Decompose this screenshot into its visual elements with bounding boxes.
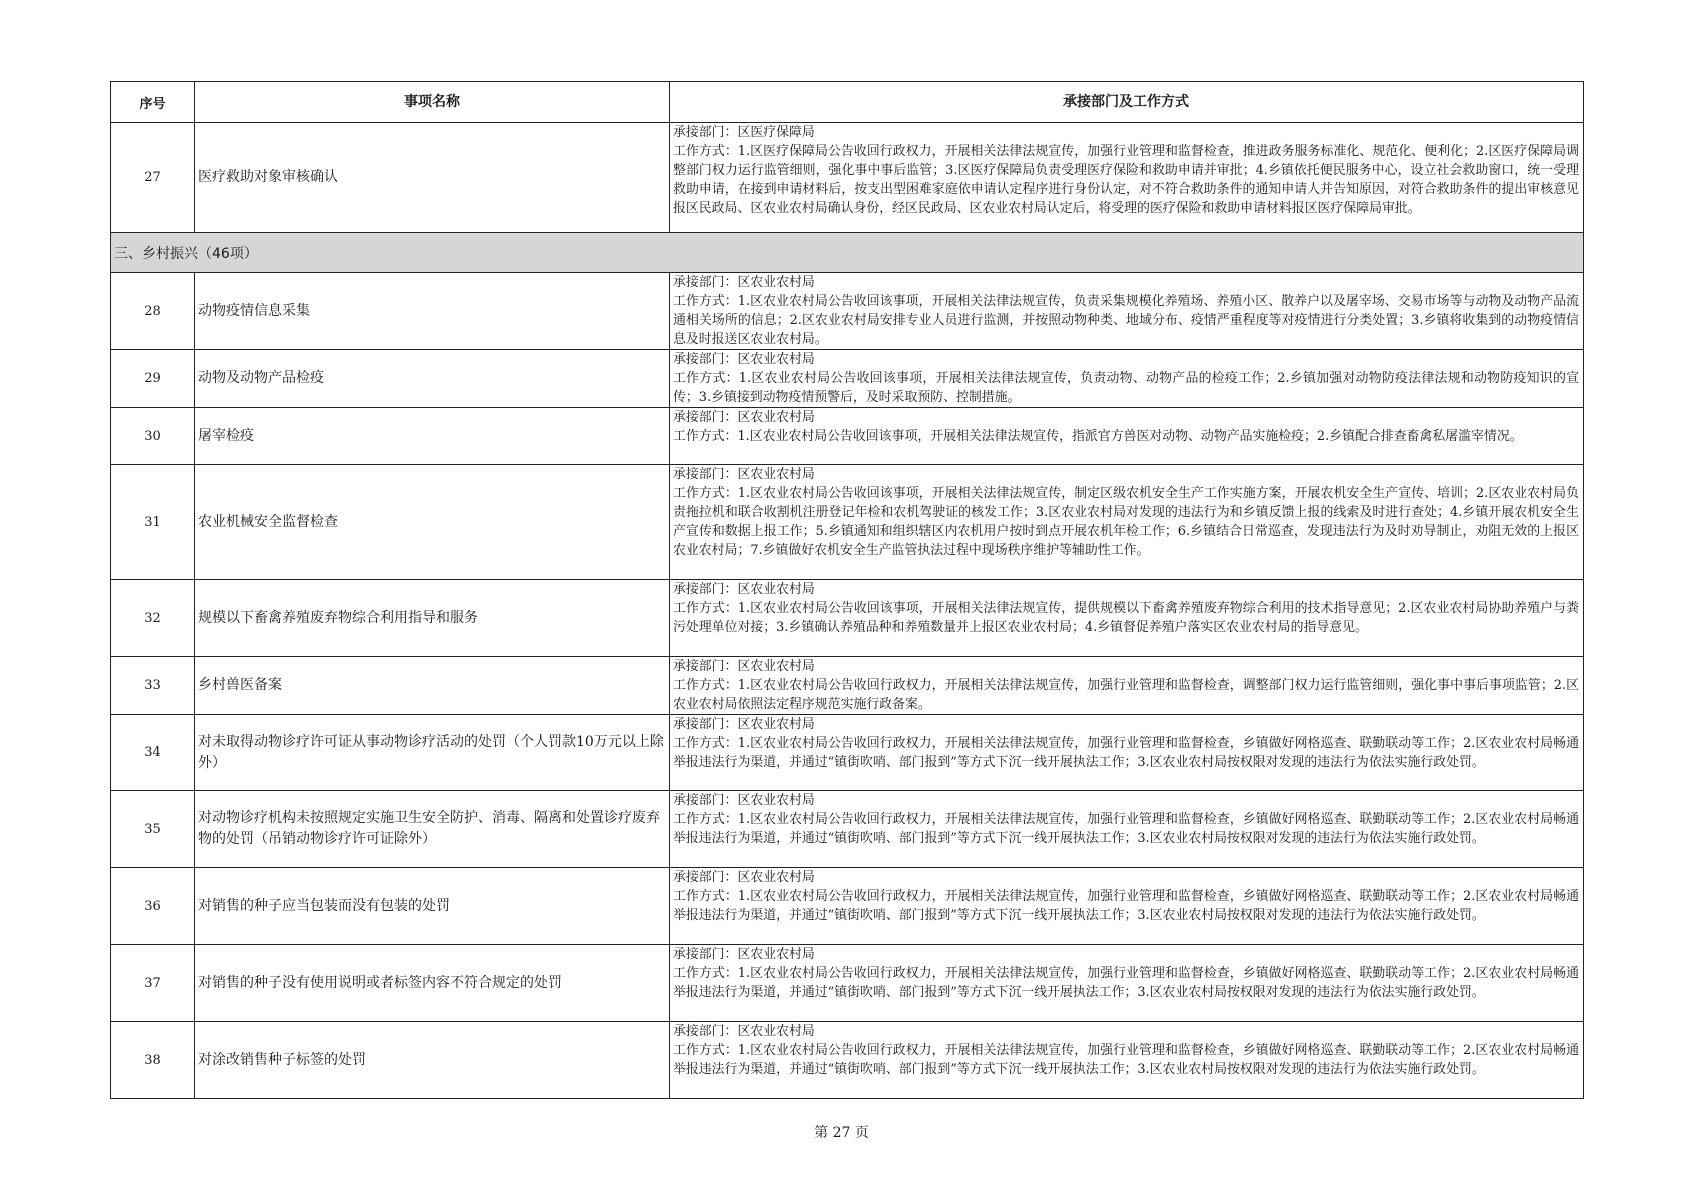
row-dept-method (670, 123, 1584, 233)
row-item-name: 对未取得动物诊疗许可证从事动物诊疗活动的处罚（个人罚款10万元以上除外） (195, 715, 670, 791)
table-row (111, 123, 1584, 233)
section-row (111, 233, 1584, 273)
row-item-name: 动物及动物产品检疫 (195, 350, 670, 408)
row-dept-method (670, 580, 1584, 657)
row-item-name: 对动物诊疗机构未按照规定实施卫生安全防护、消毒、隔离和处置诊疗废弃物的处罚（吊销动物诊疗许可证除外） (195, 791, 670, 868)
row-dept: 承接部门：区农业农村局 (673, 467, 815, 482)
row-number: 33 (111, 657, 195, 715)
row-method: 工作方式：1.区农业农村局公告收回行政权力，开展相关法律法规宣传，加强行业管理和监督检查，乡镇做好网格巡查、联勤联动等工作；2.区农业农村局畅通举报违法行为渠道，并通过“镇街吹哨、部门报到”等方式下沉一线开展执法工作；3.区农业农村局按权限对发现的违法行为依法实施行政处罚。 (673, 1043, 1579, 1077)
row-method: 工作方式：1.区农业农村局公告收回该事项，开展相关法律法规宣传，负责动物、动物产品的检疫工作；2.乡镇加强对动物防疫法律法规和动物防疫知识的宣传；3.乡镇接到动物疫情预警后，及时采取预防、控制措施。 (673, 371, 1579, 405)
table-row (111, 945, 1584, 1022)
table-row (111, 273, 1584, 350)
row-item-name: 对销售的种子没有使用说明或者标签内容不符合规定的处罚 (195, 945, 670, 1022)
row-item-name: 对涂改销售种子标签的处罚 (195, 1022, 670, 1099)
table-header-row (111, 82, 1584, 123)
row-method: 工作方式：1.区农业农村局公告收回该事项，开展相关法律法规宣传，提供规模以下畜禽养殖废弃物综合利用的技术指导意见；2.区农业农村局协助养殖户与粪污处理单位对接；3.乡镇确认养殖品种和养殖数量并上报区农业农村局；4.乡镇督促养殖户落实区农业农村局的指导意见。 (673, 601, 1579, 635)
row-dept: 承接部门：区农业农村局 (673, 352, 815, 367)
row-dept: 承接部门：区农业农村局 (673, 659, 815, 674)
row-dept-method (670, 465, 1584, 580)
table-row (111, 580, 1584, 657)
row-dept-method (670, 715, 1584, 791)
row-item-name: 屠宰检疫 (195, 408, 670, 465)
row-method: 工作方式：1.区农业农村局公告收回该事项，开展相关法律法规宣传，制定区级农机安全生产工作实施方案，开展农机安全生产宣传、培训；2.区农业农村局负责拖拉机和联合收割机注册登记年检和农机驾驶证的核发工作；3.区农业农村局对发现的违法行为和乡镇反馈上报的线索及时进行查处；4.乡镇开展农机安全生产宣传和数据上报工作；5.乡镇通知和组织辖区内农机用户按时到点开展农机年检工作；6.乡镇结合日常巡查，发现违法行为及时劝导制止，劝阻无效的上报区农业农村局；7.乡镇做好农机安全生产监管执法过程中现场秩序维护等辅助性工作。 (673, 486, 1579, 558)
row-method: 工作方式：1.区农业农村局公告收回行政权力，开展相关法律法规宣传，加强行业管理和监督检查，乡镇做好网格巡查、联勤联动等工作；2.区农业农村局畅通举报违法行为渠道，并通过“镇街吹哨、部门报到”等方式下沉一线开展执法工作；3.区农业农村局按权限对发现的违法行为依法实施行政处罚。 (673, 966, 1579, 1000)
row-dept: 承接部门：区农业农村局 (673, 275, 815, 290)
page-number: 第 27 页 (814, 1125, 869, 1141)
row-dept-method (670, 791, 1584, 868)
row-dept-method (670, 945, 1584, 1022)
row-number: 37 (111, 945, 195, 1022)
row-method: 工作方式：1.区农业农村局公告收回该事项，开展相关法律法规宣传，负责采集规模化养殖场、养殖小区、散养户以及屠宰场、交易市场等与动物及动物产品流通相关场所的信息；2.区农业农村局安排专业人员进行监测，并按照动物种类、地域分布、疫情严重程度等对疫情进行分类处置；3.乡镇将收集到的动物疫情信息及时报送区农业农村局。 (673, 294, 1579, 347)
row-dept-method (670, 350, 1584, 408)
row-item-name: 规模以下畜禽养殖废弃物综合利用指导和服务 (195, 580, 670, 657)
table-row (111, 715, 1584, 791)
row-method: 工作方式：1.区农业农村局公告收回该事项，开展相关法律法规宣传，指派官方兽医对动物、动物产品实施检疫；2.乡镇配合排查畜禽私屠滥宰情况。 (673, 429, 1523, 444)
section-title: 三、乡村振兴（46项） (111, 233, 1584, 273)
row-method: 工作方式：1.区农业农村局公告收回行政权力，开展相关法律法规宣传，加强行业管理和监督检查，乡镇做好网格巡查、联勤联动等工作；2.区农业农村局畅通举报违法行为渠道，并通过“镇街吹哨、部门报到”等方式下沉一线开展执法工作；3.区农业农村局按权限对发现的违法行为依法实施行政处罚。 (673, 889, 1579, 923)
table-row (111, 350, 1584, 408)
row-number: 36 (111, 868, 195, 945)
row-dept: 承接部门：区农业农村局 (673, 947, 815, 962)
table-row (111, 868, 1584, 945)
row-method: 工作方式：1.区农业农村局公告收回行政权力，开展相关法律法规宣传，加强行业管理和监督检查，乡镇做好网格巡查、联勤联动等工作；2.区农业农村局畅通举报违法行为渠道，并通过“镇街吹哨、部门报到”等方式下沉一线开展执法工作；3.区农业农村局按权限对发现的违法行为依法实施行政处罚。 (673, 812, 1579, 846)
table-row (111, 465, 1584, 580)
table-row (111, 1022, 1584, 1099)
row-item-name: 乡村兽医备案 (195, 657, 670, 715)
row-item-name: 对销售的种子应当包装而没有包装的处罚 (195, 868, 670, 945)
row-dept-method (670, 408, 1584, 465)
table-row (111, 657, 1584, 715)
header-no: 序号 (111, 82, 195, 123)
row-number: 35 (111, 791, 195, 868)
row-number: 27 (111, 123, 195, 233)
row-number: 32 (111, 580, 195, 657)
matters-table (110, 81, 1584, 1099)
row-dept: 承接部门：区农业农村局 (673, 582, 815, 597)
row-method: 工作方式：1.区农业农村局公告收回行政权力，开展相关法律法规宣传，加强行业管理和监督检查，乡镇做好网格巡查、联勤联动等工作；2.区农业农村局畅通举报违法行为渠道，并通过“镇街吹哨、部门报到”等方式下沉一线开展执法工作；3.区农业农村局按权限对发现的违法行为依法实施行政处罚。 (673, 736, 1579, 770)
row-dept: 承接部门：区农业农村局 (673, 793, 815, 808)
row-item-name: 农业机械安全监督检查 (195, 465, 670, 580)
row-item-name: 动物疫情信息采集 (195, 273, 670, 350)
document-sheet (110, 81, 1579, 1099)
row-dept-method (670, 273, 1584, 350)
table-row (111, 408, 1584, 465)
row-dept: 承接部门：区医疗保障局 (673, 125, 815, 140)
row-number: 30 (111, 408, 195, 465)
row-number: 28 (111, 273, 195, 350)
row-dept: 承接部门：区农业农村局 (673, 870, 815, 885)
row-item-name: 医疗救助对象审核确认 (195, 123, 670, 233)
row-dept: 承接部门：区农业农村局 (673, 1024, 815, 1039)
row-method: 工作方式：1.区医疗保障局公告收回行政权力，开展相关法律法规宣传，加强行业管理和监督检查，推进政务服务标准化、规范化、便利化；2.区医疗保障局调整部门权力运行监管细则，强化事中事后监管；3.区医疗保障局负责受理医疗保险和救助申请并审批；4.乡镇依托便民服务中心，设立社会救助窗口，统一受理救助申请，在接到申请材料后，按支出型困难家庭依申请认定程序进行身份认定，对不符合救助条件的通知申请人并告知原因，对符合救助条件的提出审核意见报区民政局、区农业农村局确认身份，经区民政局、区农业农村局认定后，将受理的医疗保险和救助申请材料报区医疗保障局审批。 (673, 144, 1579, 216)
header-name: 事项名称 (195, 82, 670, 123)
row-dept-method (670, 868, 1584, 945)
row-number: 34 (111, 715, 195, 791)
table-row (111, 791, 1584, 868)
row-method: 工作方式：1.区农业农村局公告收回行政权力，开展相关法律法规宣传，加强行业管理和监督检查，调整部门权力运行监管细则，强化事中事后事项监管；2.区农业农村局依照法定程序规范实施行政备案。 (673, 678, 1579, 712)
header-dept: 承接部门及工作方式 (670, 82, 1584, 123)
row-dept: 承接部门：区农业农村局 (673, 717, 815, 732)
row-number: 38 (111, 1022, 195, 1099)
row-number: 31 (111, 465, 195, 580)
row-dept-method (670, 1022, 1584, 1099)
row-dept: 承接部门：区农业农村局 (673, 410, 815, 425)
row-dept-method (670, 657, 1584, 715)
row-number: 29 (111, 350, 195, 408)
